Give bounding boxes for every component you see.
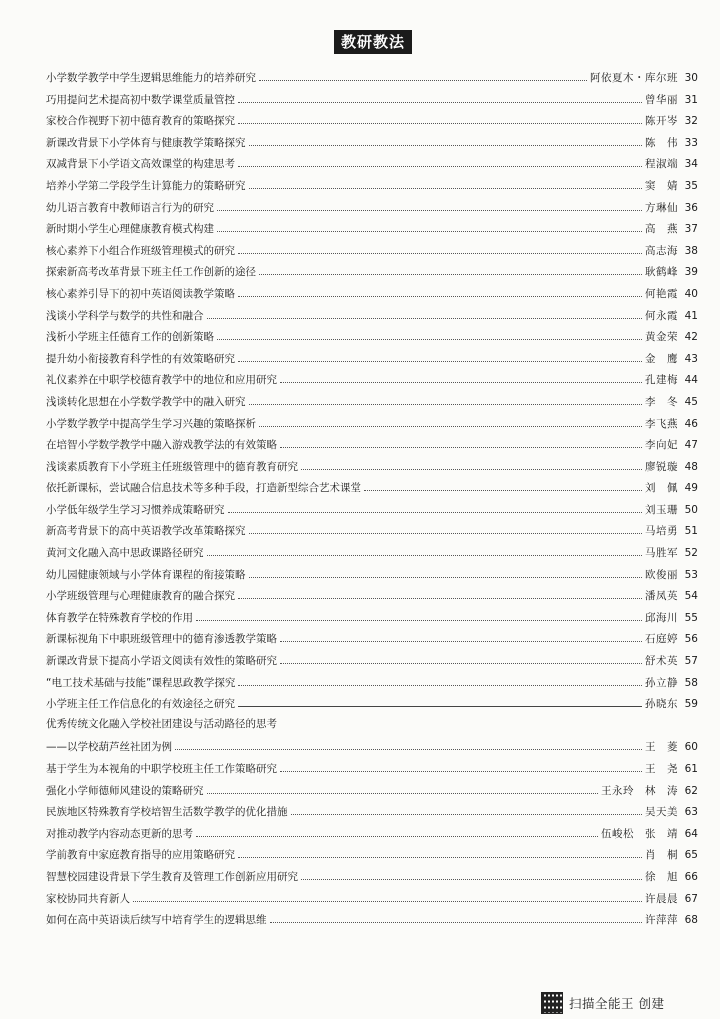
toc-entry-page: 61 <box>684 763 698 775</box>
toc-leader-dots <box>217 217 642 232</box>
toc-leader-dots <box>280 627 642 642</box>
toc-entry-page: 48 <box>684 460 698 473</box>
toc-leader-dots <box>228 498 643 513</box>
toc-entry-author: 耿鹤峰 <box>645 266 678 279</box>
toc-entry <box>46 563 698 585</box>
toc-entry <box>46 347 698 369</box>
toc-entry-title: 在培智小学数学教学中融入游戏教学法的有效策略 <box>46 439 277 452</box>
toc-entry <box>46 433 698 455</box>
toc-entry-title: 核心素养引导下的初中英语阅读教学策略 <box>46 287 235 300</box>
toc-entry <box>46 671 698 693</box>
toc-entry <box>46 476 698 498</box>
toc-leader-dots <box>238 843 642 858</box>
toc-entry <box>46 887 698 909</box>
toc-leader-dots <box>196 822 598 837</box>
toc-leader-dots <box>238 282 642 297</box>
toc-entry-author: 吴天美 <box>645 806 678 819</box>
toc-entry-author: 潘凤英 <box>645 590 678 603</box>
toc-entry-author: 徐 旭 <box>645 870 678 883</box>
toc-entry-page: 53 <box>684 568 698 581</box>
toc-entry-page: 59 <box>684 698 698 711</box>
toc-leader-dots <box>280 368 642 383</box>
scanner-watermark <box>541 992 711 1014</box>
toc-entry <box>46 239 698 261</box>
toc-leader-dots <box>364 476 642 491</box>
toc-entry-page: 58 <box>684 676 698 689</box>
toc-entry-page: 52 <box>684 547 698 560</box>
toc-entry-author: 王 尧 <box>645 763 678 775</box>
toc-entry-page: 49 <box>684 482 698 495</box>
toc-entry-title: 新时期小学生心理健康教育模式构建 <box>46 223 214 236</box>
toc-entry-page: 54 <box>684 590 698 603</box>
toc-entry-page: 68 <box>684 914 698 927</box>
toc-entry-author: 孙立静 <box>645 676 678 689</box>
toc-entry <box>46 498 698 520</box>
toc-entry <box>46 109 698 131</box>
toc-entry-page: 46 <box>684 417 698 430</box>
toc-entry-title: 新高考背景下的高中英语教学改革策略探究 <box>46 525 246 538</box>
toc-entry <box>46 627 698 649</box>
toc-entry-author: 程淑端 <box>645 158 678 171</box>
toc-entry-page: 57 <box>684 655 698 668</box>
toc-entry <box>46 217 698 239</box>
toc-entry-title: 浅析小学班主任德育工作的创新策略 <box>46 331 214 344</box>
toc-entry <box>46 800 698 822</box>
toc-entry-author: 伍峻松 张 靖 <box>601 827 678 840</box>
toc-entry <box>46 735 698 757</box>
toc-leader-dots <box>249 563 643 578</box>
toc-entry-author: 金 鹰 <box>645 352 678 365</box>
toc-leader-dots <box>238 671 642 686</box>
toc-entry <box>46 822 698 844</box>
toc-leader-dots <box>207 541 643 556</box>
toc-leader-dots <box>238 347 642 362</box>
toc-entry-author: 邱海川 <box>645 611 678 624</box>
toc-entry-title: 浅谈转化思想在小学数学教学中的融入研究 <box>46 395 246 408</box>
toc-entry <box>46 455 698 477</box>
toc-entry-author: 方琳仙 <box>645 201 678 214</box>
toc-leader-dots <box>259 412 642 427</box>
toc-entry-author: 欧俊丽 <box>645 568 678 581</box>
toc-entry-title: 基于学生为本视角的中职学校班主任工作策略研究 <box>46 763 277 775</box>
toc-leader-dots <box>259 260 642 275</box>
toc-entry-page: 37 <box>684 223 698 236</box>
toc-entry-author: 黄金荣 <box>645 331 678 344</box>
toc-entry-author: 石庭婷 <box>645 633 678 646</box>
toc-entry-author: 李飞燕 <box>645 417 678 430</box>
toc-entry-page: 40 <box>684 287 698 300</box>
toc-leader-dots <box>175 735 642 750</box>
toc-entry-title: 新课标视角下中职班级管理中的德育渗透教学策略 <box>46 633 277 646</box>
toc-entry-page: 30 <box>684 72 698 84</box>
toc-entry-author: 高 燕 <box>645 223 678 236</box>
toc-entry-page: 66 <box>684 870 698 883</box>
toc-entry-page: 50 <box>684 503 698 516</box>
toc-leader-dots <box>280 433 642 448</box>
toc-entry-title: 探索新高考改革背景下班主任工作创新的途径 <box>46 266 256 279</box>
toc-entry-title: 智慧校园建设背景下学生教育及管理工作创新应用研究 <box>46 870 298 883</box>
toc-entry <box>46 757 698 779</box>
toc-entry-page: 64 <box>684 827 698 840</box>
toc-entry-page: 35 <box>684 179 698 192</box>
toc-entry-author: 许萍萍 <box>645 914 678 927</box>
toc-entry <box>46 692 698 714</box>
toc-entry-page: 63 <box>684 806 698 819</box>
toc-entry-title: 小学低年级学生学习习惯养成策略研究 <box>46 503 225 516</box>
toc-entry <box>46 152 698 174</box>
toc-leader-dots <box>301 865 642 880</box>
toc-entry-page: 42 <box>684 331 698 344</box>
toc-entry-title: 小学数学教学中提高学生学习兴趣的策略探析 <box>46 417 256 430</box>
toc-entry-page: 31 <box>684 93 698 106</box>
section-title: 教研教法 <box>334 30 412 54</box>
toc-entry-author: 舒术英 <box>645 655 678 668</box>
toc-entry-author: 高志海 <box>645 244 678 257</box>
toc-entry-title: 小学数学教学中学生逻辑思维能力的培养研究 <box>46 72 256 84</box>
toc-entry-author: 马培勇 <box>645 525 678 538</box>
toc-entry <box>46 131 698 153</box>
toc-entry-title: 幼儿园健康领域与小学体育课程的衔接策略 <box>46 568 246 581</box>
toc-entry <box>46 196 698 218</box>
toc-entry-title: 优秀传统文化融入学校社团建设与活动路径的思考 <box>46 717 277 730</box>
toc-entry <box>46 66 698 88</box>
toc-leader-dots <box>259 66 587 81</box>
toc-entry-page: 60 <box>684 741 698 754</box>
toc-leader-dots <box>249 131 643 146</box>
toc-entry-author: 肖 桐 <box>645 849 678 862</box>
toc-entry-page: 56 <box>684 633 698 646</box>
toc-entry <box>46 606 698 628</box>
toc-leader-dots <box>217 196 642 211</box>
toc-entry-title: 新课改背景下小学体育与健康教学策略探究 <box>46 136 246 149</box>
toc-entry-title: 学前教育中家庭教育指导的应用策略研究 <box>46 849 235 862</box>
toc-entry <box>46 519 698 541</box>
toc-entry <box>46 779 698 801</box>
watermark-text: 扫描全能王 创建 <box>569 996 665 1011</box>
toc-entry-title: 黄河文化融入高中思政课路径研究 <box>46 547 204 560</box>
toc-entry-page: 44 <box>684 374 698 387</box>
toc-entry-page: 67 <box>684 892 698 905</box>
toc-entry-page: 41 <box>684 309 698 322</box>
toc-entry-title: “电工技术基础与技能”课程思政教学探究 <box>46 676 236 689</box>
toc-leader-dots <box>249 174 643 189</box>
toc-entry-title: 浅谈小学科学与数学的共性和融合 <box>46 309 204 322</box>
toc-leader-dots <box>249 519 643 534</box>
toc-entry <box>46 584 698 606</box>
toc-entry-page: 55 <box>684 611 698 624</box>
toc-entry <box>46 304 698 326</box>
toc-entry-title: 核心素养下小组合作班级管理模式的研究 <box>46 244 235 257</box>
toc-entry-author: 何艳霞 <box>645 287 678 300</box>
toc-leader-dots <box>196 606 642 621</box>
toc-entry <box>46 260 698 282</box>
toc-leader-dots <box>238 152 642 167</box>
toc-entry-page: 38 <box>684 244 698 257</box>
toc-leader-dots <box>238 584 642 599</box>
toc-entry-author: 刘 佩 <box>645 482 678 495</box>
toc-leader-dots <box>207 779 599 794</box>
toc-leader-dots <box>133 887 642 902</box>
toc-entry-title: 强化小学师德师风建设的策略研究 <box>46 784 204 797</box>
toc-entry-title: 民族地区特殊教育学校培智生活数学教学的优化措施 <box>46 806 288 819</box>
toc-entry-author: 陈 伟 <box>645 136 678 149</box>
toc-entry <box>46 325 698 347</box>
toc-entry-title: 浅谈素质教育下小学班主任班级管理中的德育教育研究 <box>46 460 298 473</box>
toc-entry <box>46 412 698 434</box>
toc-entry-page: 32 <box>684 115 698 128</box>
toc-entry <box>46 541 698 563</box>
toc-entry-author: 马胜军 <box>645 547 678 560</box>
toc-entry-author: 曾华丽 <box>645 93 678 106</box>
toc-entry <box>46 714 698 736</box>
toc-entry-title: 巧用提问艺术提高初中数学课堂质量管控 <box>46 93 235 106</box>
toc-entry-title: 小学班主任工作信息化的有效途径之研究 <box>46 698 235 711</box>
toc-entry-author: 何永霞 <box>645 309 678 322</box>
toc-leader-dots <box>291 800 643 815</box>
toc-leader-dots <box>301 455 642 470</box>
toc-entry <box>46 908 698 930</box>
toc-entry-author: 王 菱 <box>645 741 678 754</box>
toc-entry-title: 新课改背景下提高小学语文阅读有效性的策略研究 <box>46 655 277 668</box>
toc-entry-title: 礼仪素养在中职学校德育教学中的地位和应用研究 <box>46 374 277 387</box>
toc-entry <box>46 843 698 865</box>
toc-entry-page: 34 <box>684 158 698 171</box>
toc-entry-title: 提升幼小衔接教育科学性的有效策略研究 <box>46 352 235 365</box>
toc-entry-title: ——以学校葫芦丝社团为例 <box>46 741 172 754</box>
toc-entry-title: 体育教学在特殊教育学校的作用 <box>46 611 193 624</box>
toc-entry <box>46 390 698 412</box>
table-of-contents <box>46 66 698 930</box>
toc-leader-dots <box>238 109 642 124</box>
toc-entry-page: 65 <box>684 849 698 862</box>
toc-entry-author: 孙晓东 <box>645 698 678 711</box>
toc-entry-title: 对推动教学内容动态更新的思考 <box>46 827 193 840</box>
toc-entry-page: 36 <box>684 201 698 214</box>
toc-entry-title: 培养小学第二学段学生计算能力的策略研究 <box>46 179 246 192</box>
toc-entry-author: 廖锐璇 <box>645 460 678 473</box>
toc-entry-author: 陈开岑 <box>645 115 678 128</box>
toc-entry-author: 阿依夏木・库尔班 <box>590 72 678 84</box>
toc-entry-title: 幼儿语言教育中教师语言行为的研究 <box>46 201 214 214</box>
toc-entry <box>46 282 698 304</box>
toc-entry-title: 双减背景下小学语文高效课堂的构建思考 <box>46 158 235 171</box>
toc-leader-dots <box>249 390 643 405</box>
toc-leader-dots <box>238 239 642 254</box>
toc-entry-title: 小学班级管理与心理健康教育的融合探究 <box>46 590 235 603</box>
toc-leader-dots <box>270 908 643 923</box>
toc-entry-page: 43 <box>684 352 698 365</box>
toc-entry-title: 如何在高中英语读后续写中培育学生的逻辑思维 <box>46 914 267 927</box>
toc-entry-page: 47 <box>684 439 698 452</box>
toc-entry <box>46 865 698 887</box>
toc-entry-title: 家校协同共育新人 <box>46 892 130 905</box>
toc-leader-dots <box>217 325 642 340</box>
toc-entry-author: 孔建梅 <box>645 374 678 387</box>
toc-entry <box>46 174 698 196</box>
toc-entry-author: 李向妃 <box>645 439 678 452</box>
toc-entry-page: 33 <box>684 136 698 149</box>
toc-leader-dots <box>280 649 642 664</box>
toc-entry-title: 依托新课标，尝试融合信息技术等多种手段，打造新型综合艺术课堂 <box>46 482 361 495</box>
toc-entry-author: 刘玉珊 <box>645 503 678 516</box>
toc-entry-author: 许晨晨 <box>645 892 678 905</box>
toc-leader-dots <box>238 88 642 103</box>
toc-leader-dots <box>280 757 642 772</box>
toc-entry-author: 窦 婧 <box>645 179 678 192</box>
toc-entry-page: 39 <box>684 266 698 279</box>
toc-entry <box>46 368 698 390</box>
toc-entry-author: 李 冬 <box>645 395 678 408</box>
toc-entry <box>46 649 698 671</box>
toc-entry-page: 51 <box>684 525 698 538</box>
toc-entry-author: 王永玲 林 涛 <box>601 784 678 797</box>
toc-entry-page: 62 <box>684 784 698 797</box>
toc-entry-page: 45 <box>684 395 698 408</box>
qr-code-icon <box>541 992 563 1014</box>
toc-entry-title: 家校合作视野下初中德育教育的策略探究 <box>46 115 235 128</box>
toc-entry <box>46 88 698 110</box>
toc-leader-dots <box>207 304 643 319</box>
toc-leader-dots <box>238 692 642 707</box>
